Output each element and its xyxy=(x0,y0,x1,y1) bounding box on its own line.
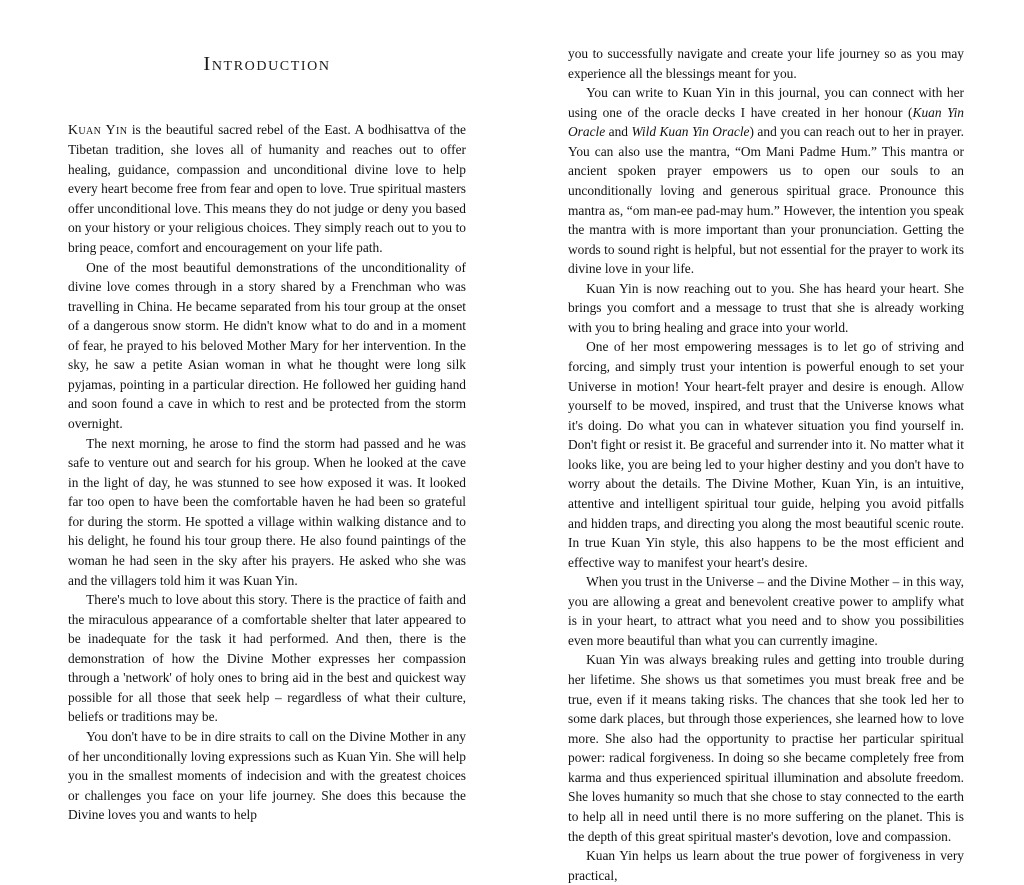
page-title: Introduction xyxy=(203,53,331,75)
paragraph-left-4: There's much to love about this story. There is the practice of faith and the miraculous appearance of a comfortable shelter that later appeared to be inadequate for the task it had performed. And then, there is the demonstration of how the Divine Mother expresses her compassion through a 'network' of holy ones to bring aid in the best and quickest way possible for all those that seek help – regardless of what their culture, beliefs or traditions may be. xyxy=(68,592,466,725)
paragraph-left-2: One of the most beautiful demonstrations of the unconditionality of divine love comes through in a story shared by a Frenchman who was travelling in China. He became separated from his tour group at the onset of a dangerous snow storm. He didn't know what to do and in a moment of fear, he prayed to his beloved Mother Mary for her intervention. In the sky, he saw a petite Asian woman in what he thought were long silk pyjamas, pointing in a particular direction. He followed her guiding hand and soon found a cave in which to rest and be protected from the storm overnight. xyxy=(68,259,466,432)
paragraph-right-continued: you to successfully navigate and create your life journey so as you may experience all the blessings meant for you. xyxy=(568,46,964,81)
left-column xyxy=(0,0,512,823)
book-title-wild-kuan-yin-oracle: Wild Kuan Yin Oracle xyxy=(631,124,750,140)
segment-text: and xyxy=(605,124,632,140)
paragraph-right-3: One of her most empowering messages is to let go of striving and forcing, and simply trust your intention is powerful enough to set your Universe in motion! Your heart-felt prayer and desire is enough. Allow yourself to be moved, inspired, and trust that the Universe knows what it's doing. Do what you can in whatever situation you find yourself in. Don't fight or resist it. Be graceful and surrender into it. No matter what it looks like, you are being led to your higher destiny and you don't have to worry about the details. The Divine Mother, Kuan Yin, is an intuitive, attentive and intelligent spiritual tour guide, helping you avoid pitfalls and hidden traps, and directing you along the most beautiful scenic route. In true Kuan Yin style, this also happens to be the most efficient and effective way to manifest your heart's desire. xyxy=(568,339,964,570)
book-title-kuan-yin-oracle: Kuan Yin Oracle xyxy=(568,104,964,140)
opening-smallcaps: Kuan Yin xyxy=(68,122,128,137)
segment-text: You can write to Kuan Yin in this journal, you can connect with her using one of the oracle decks I have created in her honour ( xyxy=(568,85,964,120)
right-column xyxy=(512,0,1024,883)
paragraph-right-1 xyxy=(568,83,964,279)
paragraph-left-1-text: is the beautiful sacred rebel of the East. A bodhisattva of the Tibetan tradition, she loves all of humanity and reaches out to offer healing, guidance, compassion and unconditional divine love to help every heart become free from fear and open to love. True spiritual masters offer unconditional love. This means they do not judge or deny you based on your history or your religious choices. They simply reach out to you to bring peace, comfort and encouragement on your life path. xyxy=(68,122,467,255)
paragraph-left-3: The next morning, he arose to find the storm had passed and he was safe to venture out and search for his group. When he looked at the cave in the light of day, he was stunned to see how exposed it was. It looked far too open to have been the comfortable haven he had been so grateful for during the storm. He spotted a village within walking distance and to his delight, he found his tour group there. He also found paintings of the woman he had seen in the sky after his prayers. He asked who she was and the villagers told him it was Kuan Yin. xyxy=(68,435,466,588)
paragraph-left-5: You don't have to be in dire straits to call on the Divine Mother in any of her unconditionally loving expressions such as Kuan Yin. She will help you in the smallest moments of indecision and with the greatest choices or challenges you face on your life journey. She does this because the Divine loves you and wants to help xyxy=(68,729,466,823)
segment-text: ) and you can reach out to her in prayer. You can also use the mantra, “Om Mani Padme Hum.” This mantra or ancient spoken prayer empowers us to open our souls to an unconditionally loving and generous spiritual grace. Pronounce this mantra as, “om man-ee pad-may hum.” However, the intention you speak the mantra with is more important than your pronunciation. Getting the words to sound right is helpful, but not essential for the prayer to work its divine love in your life. xyxy=(568,124,965,277)
paragraph-right-6: Kuan Yin helps us learn about the true power of forgiveness in very practical, xyxy=(568,848,964,883)
paragraph-left-1 xyxy=(68,120,466,258)
paragraph-right-5: Kuan Yin was always breaking rules and getting into trouble during her lifetime. She shows us that sometimes you must break free and be true, even if it means taking risks. The chances that she took led her to some dark places, but through those experiences, she learned how to love more. She also had the opportunity to practise her particular spiritual power: radical forgiveness. In doing so she became completely free from karma and thus experienced spiritual illumination and absolute freedom. She loves humanity so much that she chose to stay connected to the earth to help all in need until there is no more suffering on the planet. This is the depth of this great spiritual master's devotion, love and compassion. xyxy=(568,652,964,844)
paragraph-right-4: When you trust in the Universe – and the Divine Mother – in this way, you are allowing a great and benevolent creative power to amplify what is in your heart, to attract what you need and to show you possibilities even more beautiful than what you can currently imagine. xyxy=(568,574,964,648)
paragraph-right-2: Kuan Yin is now reaching out to you. She has heard your heart. She brings you comfort and a message to trust that she is already working with you to bring healing and grace into your world. xyxy=(568,280,964,335)
